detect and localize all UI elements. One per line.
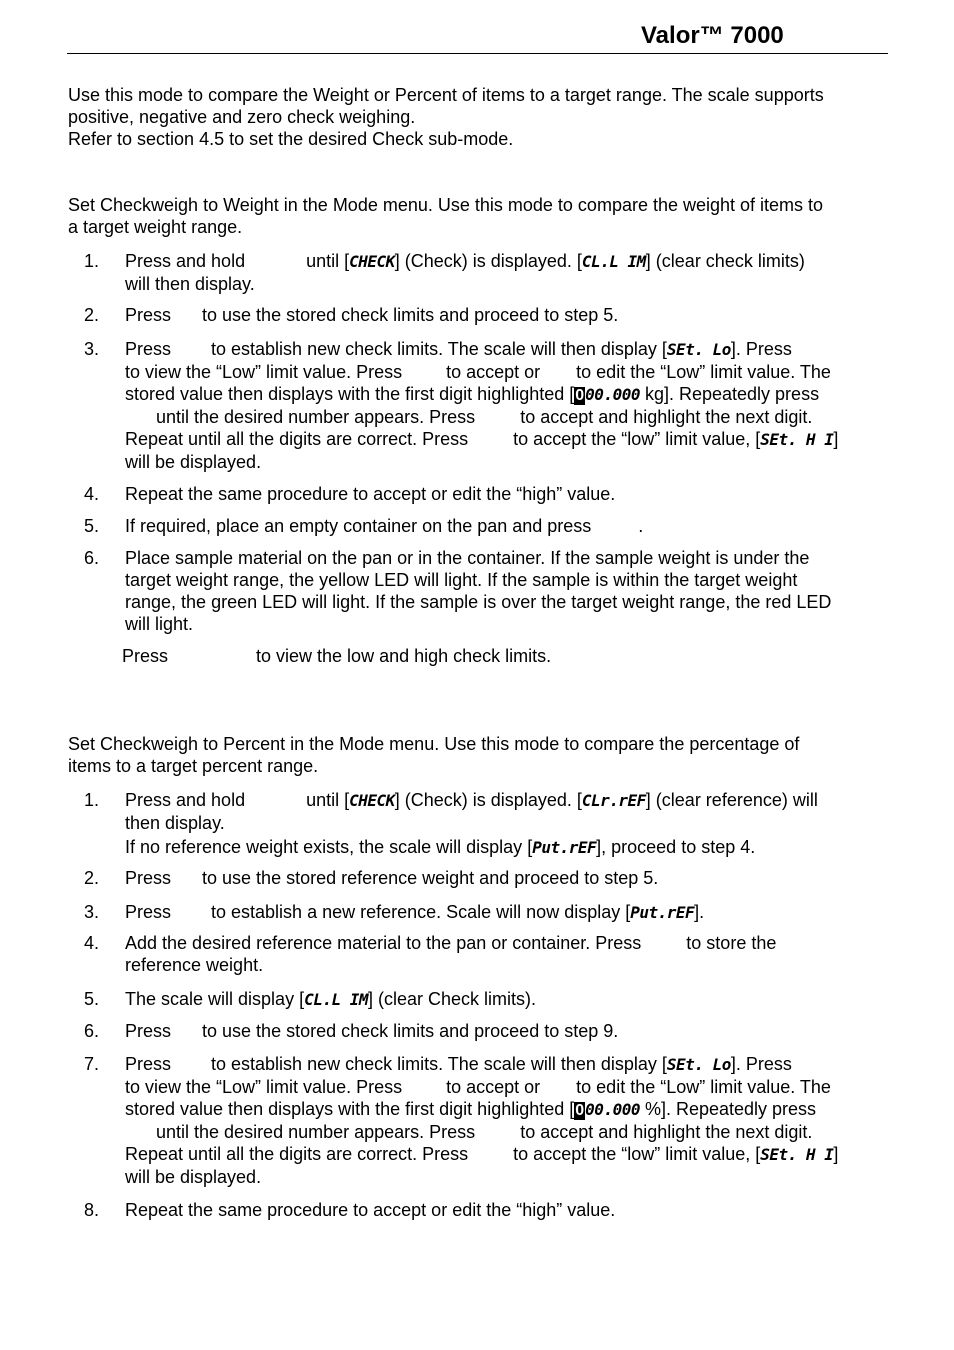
step-text: ] (833, 1144, 839, 1164)
step-text: Place sample material on the pan or in the container. If the sample weight is under the (125, 548, 810, 568)
display-check: CHECK (349, 791, 395, 810)
step-text: until [ (306, 790, 350, 810)
percent-intro-paragraph (68, 733, 888, 777)
step-text: ] (clear reference) will (645, 790, 818, 810)
step-text: stored value then displays with the first digit highlighted [ (125, 384, 575, 404)
step-text: to accept the “low” limit value, [ (513, 1144, 761, 1164)
step-number: 5. (84, 516, 100, 536)
step-number: 5. (84, 989, 100, 1009)
step-text: to use the stored check limits and proceed to step 9. (202, 1021, 619, 1041)
step-number: 3. (84, 902, 100, 922)
display-digits: 00.000 (585, 385, 640, 404)
step-text: Press (125, 868, 172, 888)
display-set-hi: SEt. H I (760, 1145, 834, 1164)
step-text: will then display. (125, 274, 255, 294)
step-text: If required, place an empty container on the pan and press (125, 516, 592, 536)
step-text: to edit the “Low” limit value. The (576, 362, 831, 382)
step-text: Press (125, 1054, 172, 1074)
step-text: until the desired number appears. Press (156, 1122, 476, 1142)
step-text: Press and hold (125, 251, 246, 271)
step-text: Repeat the same procedure to accept or edit the “high” value. (125, 1200, 616, 1220)
step-text: Repeat until all the digits are correct. Press (125, 429, 469, 449)
step-text: Press and hold (125, 790, 246, 810)
step-number: 2. (84, 868, 100, 888)
step-text: to view the low and high check limits. (256, 646, 552, 666)
step-text: ] (833, 429, 839, 449)
step-text: . (638, 516, 644, 536)
weight-intro-paragraph (68, 194, 888, 238)
step-text: to accept or (446, 1077, 541, 1097)
step-text: to establish new check limits. The scale will then display [ (211, 339, 667, 359)
step-text: will be displayed. (125, 452, 262, 472)
page-title: Valor™ 7000 (641, 22, 784, 49)
step-text: to use the stored check limits and proceed to step 5. (202, 305, 619, 325)
step-text: to accept and highlight the next digit. (520, 1122, 813, 1142)
header-rule (67, 53, 888, 54)
text-line: Use this mode to compare the Weight or Percent of items to a target range. The scale supports (68, 85, 824, 105)
step-text: ] (clear Check limits). (368, 989, 537, 1009)
step-text: then display. (125, 813, 225, 833)
step-text: to accept and highlight the next digit. (520, 407, 813, 427)
step-text: Repeat the same procedure to accept or edit the “high” value. (125, 484, 616, 504)
step-text: until [ (306, 251, 350, 271)
step-text: ] (Check) is displayed. [ (394, 790, 582, 810)
display-clear-reference: CLr.rEF (581, 791, 646, 810)
step-text: will be displayed. (125, 1167, 262, 1187)
step-number: 6. (84, 1021, 100, 1041)
step-text: The scale will display [ (125, 989, 305, 1009)
step-text: If no reference weight exists, the scale will display [ (125, 837, 533, 857)
step-text: target weight range, the yellow LED will light. If the sample is within the target weight (125, 570, 798, 590)
step-text: Press (125, 1021, 172, 1041)
display-set-lo: SEt. Lo (666, 340, 731, 359)
step-text: Press (122, 646, 169, 666)
step-number: 3. (84, 339, 100, 359)
step-number: 8. (84, 1200, 100, 1220)
step-text: ], proceed to step 4. (596, 837, 756, 857)
text-line: positive, negative and zero check weighing. (68, 107, 416, 127)
display-clear-limits: CL.L IM (304, 990, 369, 1009)
step-text: ]. (694, 902, 705, 922)
step-text: until the desired number appears. Press (156, 407, 476, 427)
display-put-reference: Put.rEF (630, 903, 695, 922)
step-text: to establish a new reference. Scale will now display [ (211, 902, 631, 922)
step-text: to view the “Low” limit value. Press (125, 1077, 403, 1097)
text-line: a target weight range. (68, 217, 243, 237)
step-text: to store the (686, 933, 777, 953)
text-line: items to a target percent range. (68, 756, 319, 776)
step-text: to view the “Low” limit value. Press (125, 362, 403, 382)
display-put-reference: Put.rEF (532, 838, 597, 857)
step-text: Press (125, 339, 172, 359)
step-text: ]. Press (730, 1054, 792, 1074)
step-text: to accept or (446, 362, 541, 382)
step-number: 4. (84, 933, 100, 953)
highlighted-digit: 0 (575, 387, 585, 404)
intro-paragraph (68, 84, 888, 150)
step-number: 6. (84, 548, 100, 568)
step-text: to use the stored reference weight and proceed to step 5. (202, 868, 659, 888)
step-number: 1. (84, 790, 100, 810)
step-text: to accept the “low” limit value, [ (513, 429, 761, 449)
step-text: to establish new check limits. The scale will then display [ (211, 1054, 667, 1074)
display-digits: 00.000 (585, 1100, 640, 1119)
highlighted-digit: 0 (575, 1102, 585, 1119)
step-text: reference weight. (125, 955, 264, 975)
weight-note (122, 645, 922, 667)
step-text: kg]. Repeatedly press (639, 384, 820, 404)
step-text: Repeat until all the digits are correct. Press (125, 1144, 469, 1164)
step-text: %]. Repeatedly press (639, 1099, 817, 1119)
display-check: CHECK (349, 252, 395, 271)
step-text: range, the green LED will light. If the sample is over the target weight range, the red LED (125, 592, 832, 612)
text-line: Refer to section 4.5 to set the desired Check sub-mode. (68, 129, 514, 149)
text-line: Set Checkweigh to Percent in the Mode menu. Use this mode to compare the percentage of (68, 734, 800, 754)
step-number: 1. (84, 251, 100, 271)
step-text: Press (125, 305, 172, 325)
display-set-hi: SEt. H I (760, 430, 834, 449)
step-text: ]. Press (730, 339, 792, 359)
step-text: to edit the “Low” limit value. The (576, 1077, 831, 1097)
display-clear-limits: CL.L IM (581, 252, 646, 271)
step-text: Add the desired reference material to the pan or container. Press (125, 933, 642, 953)
display-set-lo: SEt. Lo (666, 1055, 731, 1074)
step-text: stored value then displays with the first digit highlighted [ (125, 1099, 575, 1119)
text-line: Set Checkweigh to Weight in the Mode menu. Use this mode to compare the weight of items to (68, 195, 824, 215)
step-text: will light. (125, 614, 194, 634)
step-text: ] (clear check limits) (645, 251, 805, 271)
step-text: ] (Check) is displayed. [ (394, 251, 582, 271)
step-number: 4. (84, 484, 100, 504)
step-number: 7. (84, 1054, 100, 1074)
step-text: Press (125, 902, 172, 922)
step-number: 2. (84, 305, 100, 325)
